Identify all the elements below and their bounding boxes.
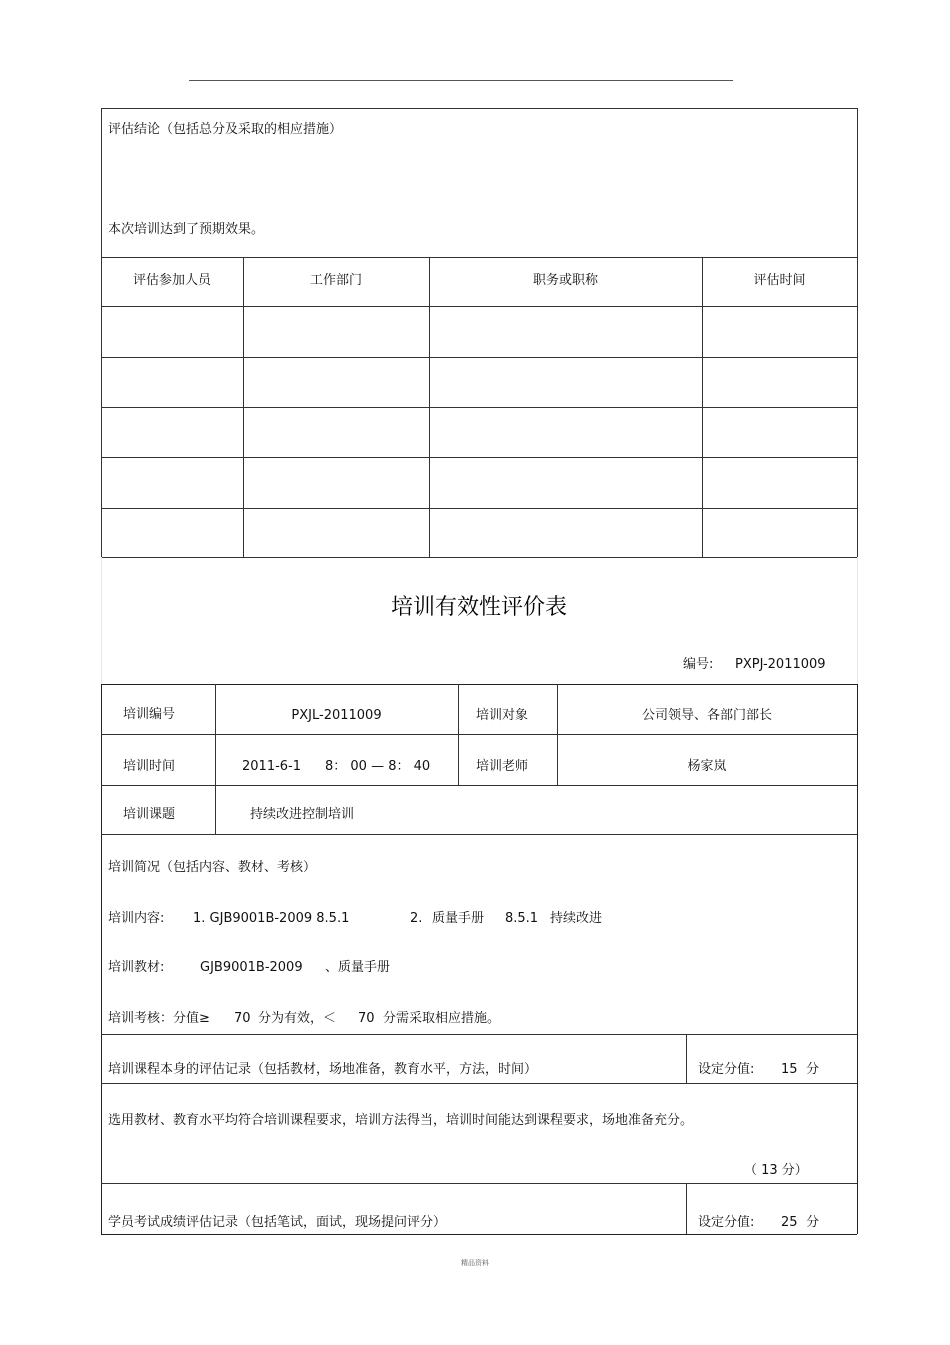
- course-eval-result: （ 13 分）: [744, 1163, 808, 1178]
- content-item-2-num: 2.: [410, 911, 423, 926]
- exam-text-end: 分需采取相应措施。: [383, 1011, 501, 1026]
- training-topic-label: 培训课题: [123, 807, 176, 822]
- participants-header-date: 评估时间: [753, 273, 806, 288]
- participants-header-title: 职务或职称: [532, 273, 598, 288]
- training-id-label: 培训编号: [123, 707, 176, 722]
- table-border: [857, 108, 858, 558]
- footer-text: 精品资料: [461, 1259, 489, 1267]
- row-divider: [101, 306, 857, 307]
- row-divider: [101, 257, 857, 258]
- row-divider: [101, 1183, 857, 1184]
- col-divider: [215, 684, 216, 834]
- training-time-date: 2011-6-1: [242, 759, 302, 774]
- row-divider: [101, 457, 857, 458]
- training-target-value: 公司领导、各部门部长: [641, 708, 772, 723]
- course-eval-score-value: 15: [781, 1062, 798, 1077]
- course-eval-label: 培训课程本身的评估记录（包括教材，场地准备，教育水平，方法，时间）: [108, 1062, 538, 1077]
- exam-text-mid: 分为有效，＜: [258, 1011, 337, 1026]
- content-item-2-name: 质量手册: [432, 911, 485, 926]
- content-item-1: 1. GJB9001B-2009 8.5.1: [193, 911, 350, 926]
- exam-value-1: 70: [234, 1011, 251, 1026]
- participants-header-name: 评估参加人员: [132, 273, 211, 288]
- row-divider: [101, 357, 857, 358]
- course-eval-comment: 选用教材、教育水平均符合培训课程要求，培训方法得当，培训时间能达到课程要求，场地准备充分。: [108, 1113, 694, 1128]
- row-divider: [101, 407, 857, 408]
- conclusion-text: 本次培训达到了预期效果。: [108, 222, 265, 237]
- exam-eval-score-label: 设定分值:: [698, 1215, 755, 1230]
- content-item-2-clause: 8.5.1: [505, 911, 539, 926]
- col-divider: [686, 1183, 687, 1234]
- table-border: [101, 108, 857, 109]
- training-id-value: PXJL-2011009: [291, 708, 382, 723]
- top-rule: [189, 80, 733, 81]
- participants-header-dept: 工作部门: [309, 273, 362, 288]
- row-divider: [101, 557, 857, 558]
- content-item-2-text: 持续改进: [550, 911, 603, 926]
- exam-eval-score-value: 25: [781, 1215, 798, 1230]
- material-item-2: 、质量手册: [325, 960, 391, 975]
- exam-value-2: 70: [358, 1011, 375, 1026]
- col-divider: [429, 257, 430, 557]
- form-title: 培训有效性评价表: [390, 595, 567, 620]
- page-edge: [857, 557, 858, 684]
- row-divider: [101, 1083, 857, 1084]
- row-divider: [101, 508, 857, 509]
- training-teacher-label: 培训老师: [476, 759, 529, 774]
- training-time-label: 培训时间: [123, 759, 176, 774]
- training-teacher-value: 杨家岚: [687, 759, 727, 774]
- course-eval-score-unit: 分: [806, 1062, 820, 1077]
- exam-eval-score-unit: 分: [806, 1215, 820, 1230]
- table-border: [101, 1234, 857, 1235]
- training-topic-value: 持续改进控制培训: [250, 807, 355, 822]
- col-divider: [243, 257, 244, 557]
- course-eval-score-label: 设定分值:: [698, 1062, 755, 1077]
- exam-label: 培训考核：分值≥: [108, 1011, 210, 1026]
- exam-eval-label: 学员考试成绩评估记录（包括笔试，面试，现场提问评分）: [108, 1215, 447, 1230]
- table-border: [857, 684, 858, 1234]
- content-label: 培训内容:: [108, 911, 165, 926]
- table-border: [101, 108, 102, 558]
- conclusion-label: 评估结论（包括总分及采取的相应措施）: [108, 122, 343, 137]
- table-border: [101, 684, 102, 1234]
- material-label: 培训教材:: [108, 960, 165, 975]
- training-time-range: 8： 00 — 8： 40: [325, 759, 431, 774]
- col-divider: [686, 1034, 687, 1083]
- form-code-value: PXPJ-2011009: [735, 657, 826, 672]
- form-code-label: 编号:: [683, 657, 714, 672]
- col-divider: [458, 684, 459, 785]
- training-target-label: 培训对象: [476, 708, 529, 723]
- row-divider: [101, 1034, 857, 1035]
- summary-label: 培训简况（包括内容、教材、考核）: [108, 860, 317, 875]
- material-item-1: GJB9001B-2009: [200, 960, 303, 975]
- col-divider: [702, 257, 703, 557]
- row-divider: [101, 834, 857, 835]
